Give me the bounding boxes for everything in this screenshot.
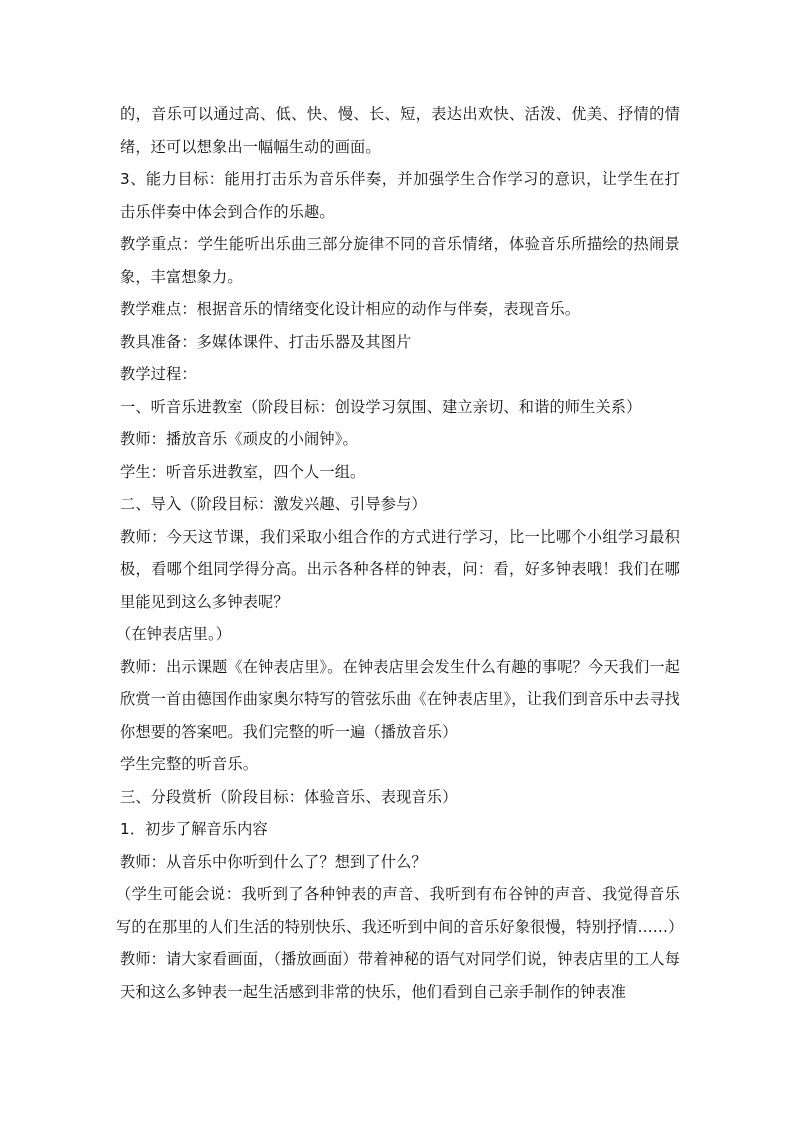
- paragraph-teaching-difficulty: 教学难点：根据音乐的情绪变化设计相应的动作与伴奏，表现音乐。: [120, 300, 581, 318]
- paragraph-teacher-introduction: 教师：今天这节课，我们采取小组合作的方式进行学习，比一比哪个小组学习最积极，看哪个组同学得分高。出示各种各样的钟表，问：看，好多钟表哦！我们在哪里能见到这么多钟表呢？: [120, 527, 680, 611]
- paragraph-teacher-show-title: 教师：出示课题《在钟表店里》。在钟表店里会发生什么有趣的事呢？今天我们一起欣赏一首由德国作曲家奥尔特写的管弦乐曲《在钟表店里》，让我们到音乐中去寻找你想要的答案吧。我们完整的听一遍（播放音乐）: [120, 657, 680, 741]
- document-body: [116, 98, 684, 1008]
- paragraph-students-listen: 学生完整的听音乐。: [120, 755, 259, 773]
- section-heading-introduction: 二、导入（阶段目标：激发兴趣、引导参与）: [120, 495, 427, 513]
- section-heading-segment-analysis: 三、分段赏析（阶段目标：体验音乐、表现音乐）: [120, 787, 458, 806]
- paragraph-teaching-aids: 教具准备：多媒体课件、打击乐器及其图片: [120, 332, 412, 351]
- paragraph-teaching-process-heading: 教学过程：: [120, 365, 197, 383]
- paragraph-student-answer: （在钟表店里。）: [116, 625, 232, 643]
- paragraph-ability-objective: 3、能力目标：能用打击乐为音乐伴奏，并加强学生合作学习的意识，让学生在打击乐伴奏中体会到合作的乐趣。: [120, 170, 680, 221]
- paragraph-teacher-question: 教师：从音乐中你听到什么了？想到了什么？: [120, 852, 427, 871]
- paragraph-teaching-focus: 教学重点：学生能听出乐曲三部分旋律不同的音乐情绪，体验音乐所描绘的热闹景象，丰富想象力。: [120, 235, 680, 286]
- paragraph-students-enter: 学生：听音乐进教室，四个人一组。: [120, 462, 366, 481]
- section-heading-enter-classroom: 一、听音乐进教室（阶段目标：创设学习氛围、建立亲切、和谐的师生关系）: [120, 397, 642, 416]
- paragraph-teacher-show-picture: 教师：请大家看画面，（播放画面）带着神秘的语气对同学们说，钟表店里的工人每天和这么多钟表一起生活感到非常的快乐，他们看到自己亲手制作的钟表准: [120, 950, 680, 1001]
- paragraph-teacher-play-music: 教师：播放音乐《顽皮的小闹钟》。: [120, 430, 358, 448]
- paragraph-objective-continuation: 的，音乐可以通过高、低、快、慢、长、短，表达出欢快、活泼、优美、抒情的情绪，还可以想象出一幅幅生动的画面。: [120, 105, 680, 156]
- subheading-initial-understanding: 1．初步了解音乐内容: [120, 820, 268, 838]
- paragraph-student-possible-answers: （学生可能会说：我听到了各种钟表的声音、我听到有布谷钟的声音、我觉得音乐写的在那里的人们生活的特别快乐、我还听到中间的音乐好象很慢，特别抒情……）: [116, 885, 684, 936]
